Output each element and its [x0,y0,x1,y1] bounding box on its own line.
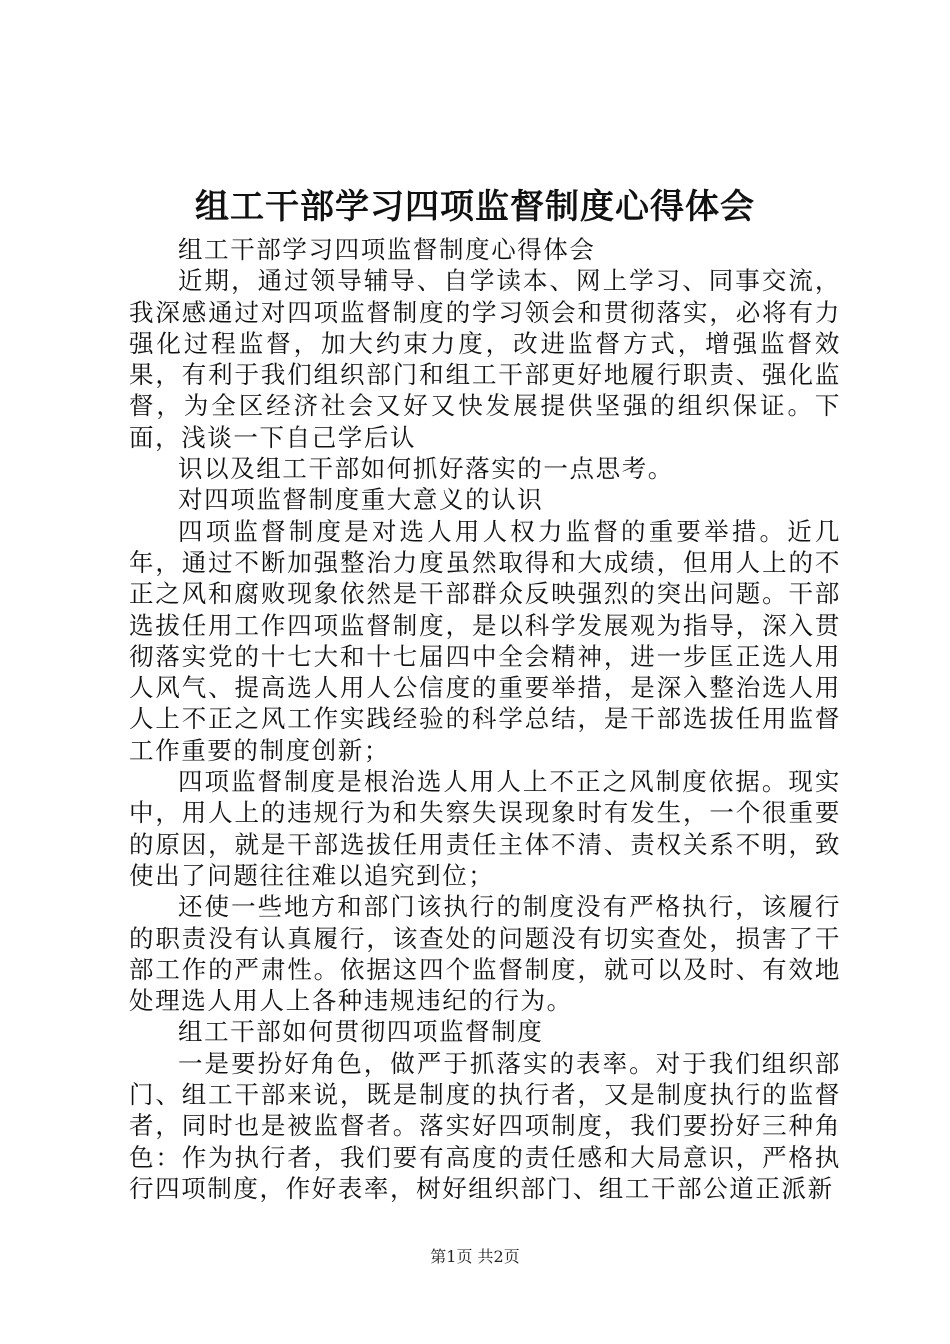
body-paragraph: 四项监督制度是对选人用人权力监督的重要举措。近几年，通过不断加强整治力度虽然取得和大成绩，但用人上的不正之风和腐败现象依然是干部群众反映强烈的突出问题。干部选拔任用工作四项监督制度，是以科学发展观为指导，深入贯彻落实党的十七大和十七届四中全会精神，进一步匡正选人用人风气、提高选人用人公信度的重要举措，是深入整治选人用人上不正之风工作实践经验的科学总结，是干部选拔任用监督工作重要的制度创新； [129,516,841,765]
page-footer: 第1页 共2页 [430,1247,520,1266]
body-paragraph: 四项监督制度是根治选人用人上不正之风制度依据。现实中，用人上的违规行为和失察失误现象时有发生，一个很重要的原因，就是干部选拔任用责任主体不清、责权关系不明，致使出了问题往往难以追究到位； [129,767,841,890]
document-title: 组工干部学习四项监督制度心得体会 [195,187,755,227]
body-paragraph: 一是要扮好角色，做严于抓落实的表率。对于我们组织部门、组工干部来说，既是制度的执行者，又是制度执行的监督者，同时也是被监督者。落实好四项制度，我们要扮好三种角色：作为执行者，我们要有高度的责任感和大局意识，严格执行四项制度，作好表率，树好组织部门、组工干部公道正派新 [129,1048,841,1203]
section-heading: 组工干部如何贯彻四项监督制度 [178,1017,544,1047]
body-paragraph: 还使一些地方和部门该执行的制度没有严格执行，该履行的职责没有认真履行，该查处的问题没有切实查处，损害了干部工作的严肃性。依据这四个监督制度，就可以及时、有效地处理选人用人上各种违规违纪的行为。 [129,892,841,1016]
body-paragraph: 组工干部学习四项监督制度心得体会 [178,235,596,264]
body-paragraph: 识以及组工干部如何抓好落实的一点思考。 [178,454,674,484]
body-paragraph: 近期，通过领导辅导、自学读本、网上学习、同事交流，我深感通过对四项监督制度的学习领会和贯彻落实，必将有力强化过程监督，加大约束力度，改进监督方式，增强监督效果，有利于我们组织部门和组工干部更好地履行职责、强化监督，为全区经济社会又好又快发展提供坚强的组织保证。下面，浅谈一下自己学后认 [129,266,841,452]
section-heading: 对四项监督制度重大意义的认识 [178,485,544,515]
document-body [129,234,841,1204]
